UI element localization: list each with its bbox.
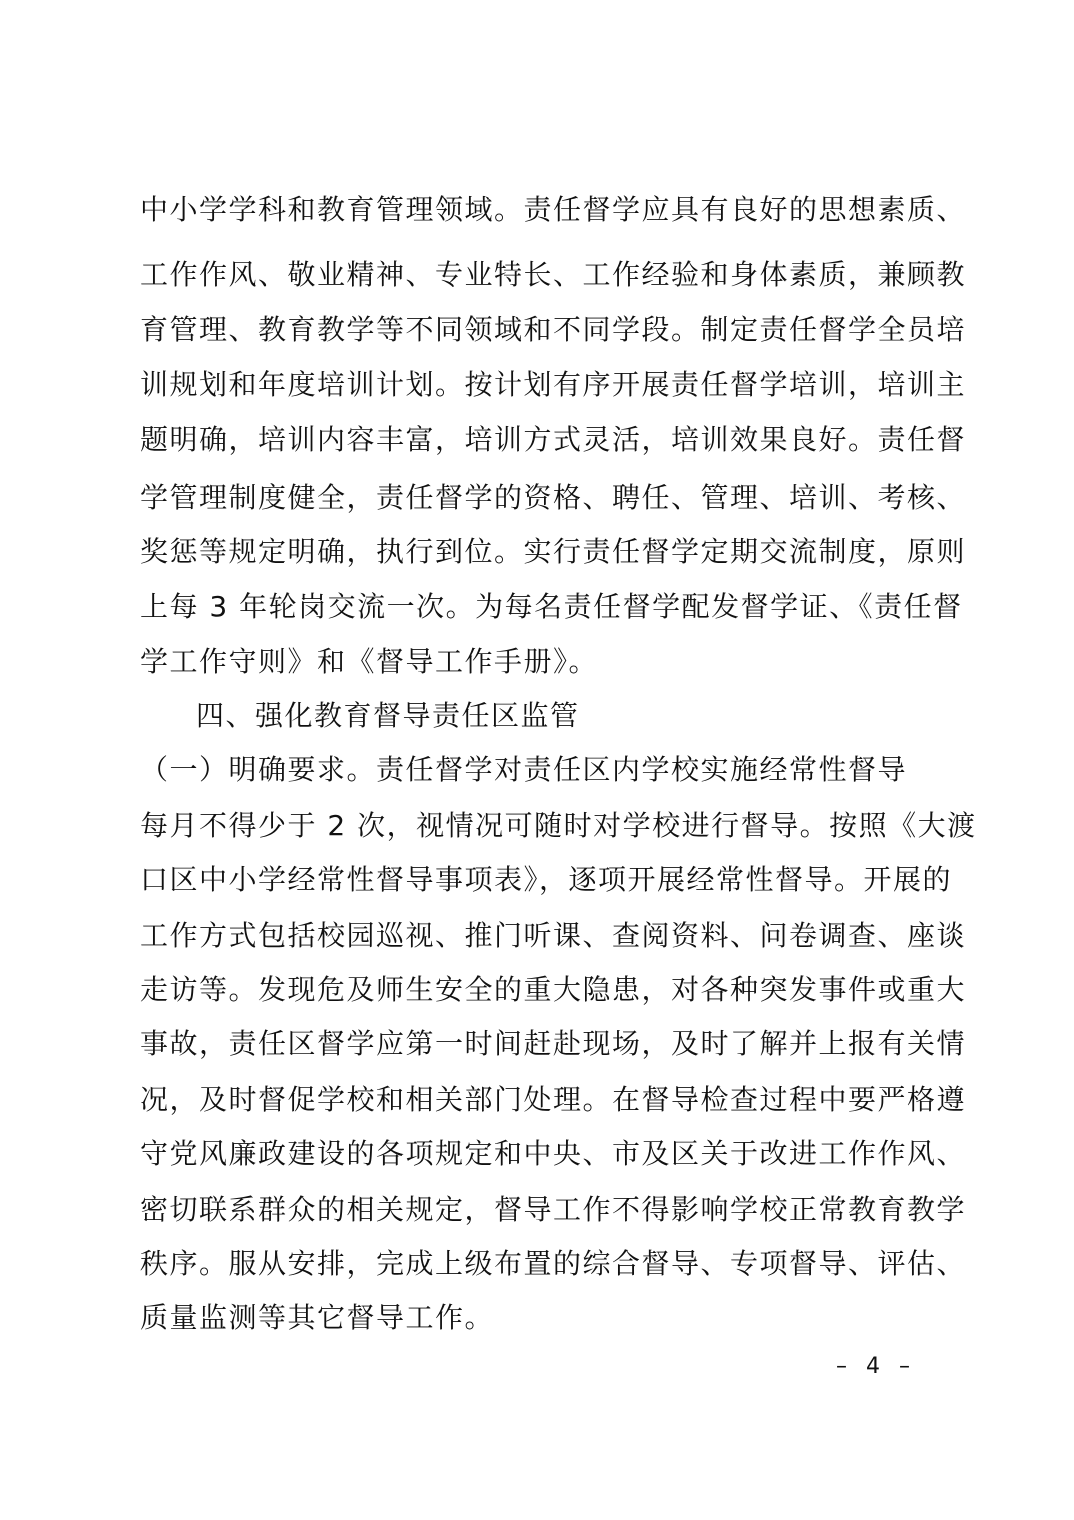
body-text-line: 工作方式包括校园巡视、推门听课、查阅资料、问卷调查、座谈 [140,919,967,952]
body-text-line: 守党风廉政建设的各项规定和中央、市及区关于改进工作作风、 [140,1137,967,1170]
body-text-line: 质量监测等其它督导工作。 [140,1301,495,1334]
body-text-line: 学管理制度健全，责任督学的资格、聘任、管理、培训、考核、 [140,481,967,514]
body-text-line: 训规划和年度培训计划。按计划有序开展责任督学培训，培训主 [140,368,967,401]
body-text-line: 走访等。发现危及师生安全的重大隐患，对各种突发事件或重大 [140,973,967,1006]
page-number: – 4 – [836,1354,916,1379]
body-text-line: 工作作风、敬业精神、专业特长、工作经验和身体素质，兼顾教 [140,258,967,291]
body-text-line: （一）明确要求。责任督学对责任区内学校实施经常性督导 [140,753,908,786]
body-text-line: 密切联系群众的相关规定，督导工作不得影响学校正常教育教学 [140,1193,967,1226]
body-text-line: 奖惩等规定明确，执行到位。实行责任督学定期交流制度，原则 [140,535,967,568]
section-heading: 四、强化教育督导责任区监管 [196,699,580,732]
body-text-line: 育管理、教育教学等不同领域和不同学段。制定责任督学全员培 [140,313,967,346]
body-text-line: 题明确，培训内容丰富，培训方式灵活，培训效果良好。责任督 [140,423,967,456]
body-text-line: 上每 3 年轮岗交流一次。为每名责任督学配发督学证、《责任督 [140,590,963,623]
body-text-line: 事故，责任区督学应第一时间赶赴现场，及时了解并上报有关情 [140,1027,967,1060]
body-text-line: 秩序。服从安排，完成上级布置的综合督导、专项督导、评估、 [140,1247,967,1280]
body-text-line: 中小学学科和教育管理领域。责任督学应具有良好的思想素质、 [140,193,967,226]
body-text-line: 况，及时督促学校和相关部门处理。在督导检查过程中要严格遵 [140,1083,967,1116]
body-text-line: 学工作守则》和《督导工作手册》。 [140,645,599,678]
body-text-line: 口区中小学经常性督导事项表》，逐项开展经常性督导。开展的 [140,863,953,896]
body-text-line: 每月不得少于 2 次，视情况可随时对学校进行督导。按照《大渡 [140,809,977,842]
